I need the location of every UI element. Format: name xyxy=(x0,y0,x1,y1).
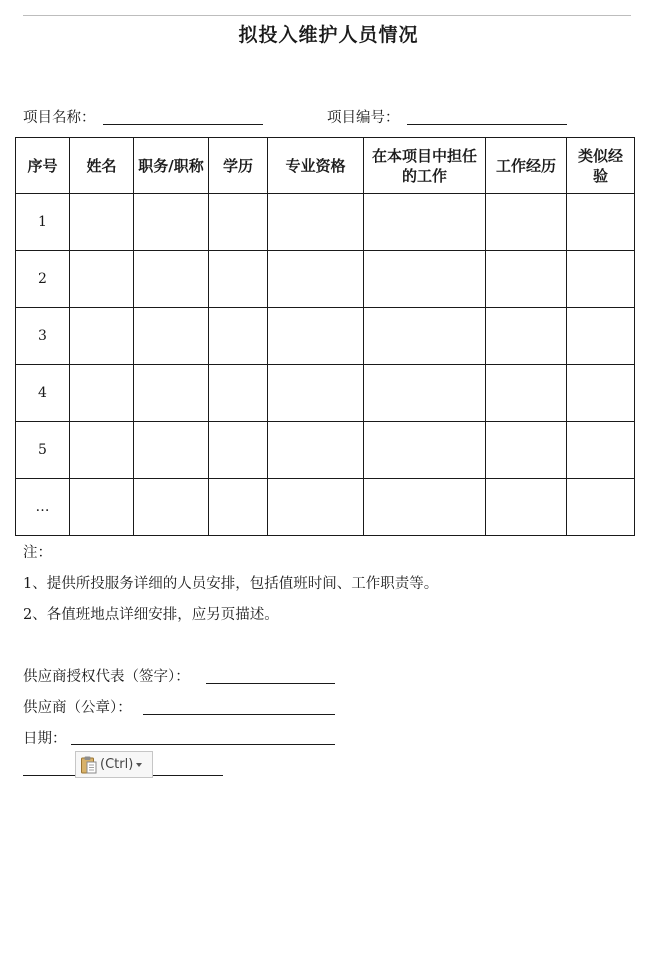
clipboard-icon xyxy=(80,755,98,775)
table-row xyxy=(16,194,635,251)
table-cell[interactable] xyxy=(70,365,134,422)
column-header: 职务/职称 xyxy=(134,138,209,194)
table-cell[interactable] xyxy=(567,308,635,365)
table-cell[interactable] xyxy=(567,365,635,422)
table-cell[interactable] xyxy=(364,422,486,479)
page-title: 拟投入维护人员情况 xyxy=(238,24,419,46)
row-number: 4 xyxy=(16,365,70,422)
table-cell[interactable] xyxy=(364,194,486,251)
chevron-down-icon xyxy=(136,763,142,767)
table-cell[interactable] xyxy=(70,308,134,365)
column-header: 专业资格 xyxy=(268,138,364,194)
paste-options-label: (Ctrl) xyxy=(100,757,134,772)
table-cell[interactable] xyxy=(364,365,486,422)
column-header: 工作经历 xyxy=(486,138,567,194)
table-cell[interactable] xyxy=(268,479,364,536)
staff-table xyxy=(15,137,635,536)
table-header-row xyxy=(16,138,635,194)
table-cell[interactable] xyxy=(567,479,635,536)
table-cell[interactable] xyxy=(486,365,567,422)
table-cell[interactable] xyxy=(486,251,567,308)
table-cell[interactable] xyxy=(486,194,567,251)
project-name-label: 项目名称： xyxy=(23,110,96,126)
column-header: 学历 xyxy=(209,138,268,194)
row-number: 5 xyxy=(16,422,70,479)
table-cell[interactable] xyxy=(70,251,134,308)
table-cell[interactable] xyxy=(209,308,268,365)
project-number-label: 项目编号： xyxy=(327,110,400,126)
row-number: 2 xyxy=(16,251,70,308)
table-cell[interactable] xyxy=(486,308,567,365)
project-number-field[interactable] xyxy=(407,124,567,125)
table-cell[interactable] xyxy=(268,422,364,479)
table-cell[interactable] xyxy=(268,194,364,251)
table-cell[interactable] xyxy=(70,479,134,536)
table-cell[interactable] xyxy=(134,194,209,251)
supplier-seal-label: 供应商（公章）： xyxy=(23,700,132,716)
authorized-rep-label: 供应商授权代表（签字）： xyxy=(23,669,190,685)
row-number: 3 xyxy=(16,308,70,365)
blank-line xyxy=(23,775,75,776)
table-cell[interactable] xyxy=(567,422,635,479)
table-cell[interactable] xyxy=(134,308,209,365)
table-row xyxy=(16,365,635,422)
project-name-field[interactable] xyxy=(103,124,263,125)
column-header: 姓名 xyxy=(70,138,134,194)
column-header: 在本项目中担任的工作 xyxy=(364,138,486,194)
header-rule xyxy=(23,15,631,16)
table-cell[interactable] xyxy=(209,194,268,251)
date-label: 日期： xyxy=(23,731,67,747)
table-cell[interactable] xyxy=(567,194,635,251)
table-cell[interactable] xyxy=(209,251,268,308)
authorized-rep-signature-line[interactable] xyxy=(206,683,335,684)
table-cell[interactable] xyxy=(268,308,364,365)
table-cell[interactable] xyxy=(364,308,486,365)
table-cell[interactable] xyxy=(209,422,268,479)
table-cell[interactable] xyxy=(268,365,364,422)
blank-line xyxy=(153,775,223,776)
table-cell[interactable] xyxy=(364,251,486,308)
table-cell[interactable] xyxy=(70,194,134,251)
column-header: 类似经验 xyxy=(567,138,635,194)
row-number: 1 xyxy=(16,194,70,251)
table-row xyxy=(16,422,635,479)
note-item: 1、提供所投服务详细的人员安排，包括值班时间、工作职责等。 xyxy=(23,576,439,592)
table-cell[interactable] xyxy=(364,479,486,536)
paste-options-button[interactable] xyxy=(75,751,153,778)
table-cell[interactable] xyxy=(567,251,635,308)
note-item: 2、各值班地点详细安排，应另页描述。 xyxy=(23,607,279,623)
table-cell[interactable] xyxy=(134,365,209,422)
table-row xyxy=(16,308,635,365)
table-cell[interactable] xyxy=(70,422,134,479)
table-cell[interactable] xyxy=(209,365,268,422)
column-header: 序号 xyxy=(16,138,70,194)
table-cell[interactable] xyxy=(268,251,364,308)
table-row xyxy=(16,479,635,536)
table-cell[interactable] xyxy=(134,422,209,479)
supplier-seal-line[interactable] xyxy=(143,714,335,715)
notes-heading: 注： xyxy=(23,545,52,561)
table-cell[interactable] xyxy=(486,422,567,479)
row-number: … xyxy=(16,479,70,536)
date-line[interactable] xyxy=(71,744,335,745)
table-cell[interactable] xyxy=(134,479,209,536)
table-row xyxy=(16,251,635,308)
table-cell[interactable] xyxy=(134,251,209,308)
table-cell[interactable] xyxy=(209,479,268,536)
table-cell[interactable] xyxy=(486,479,567,536)
